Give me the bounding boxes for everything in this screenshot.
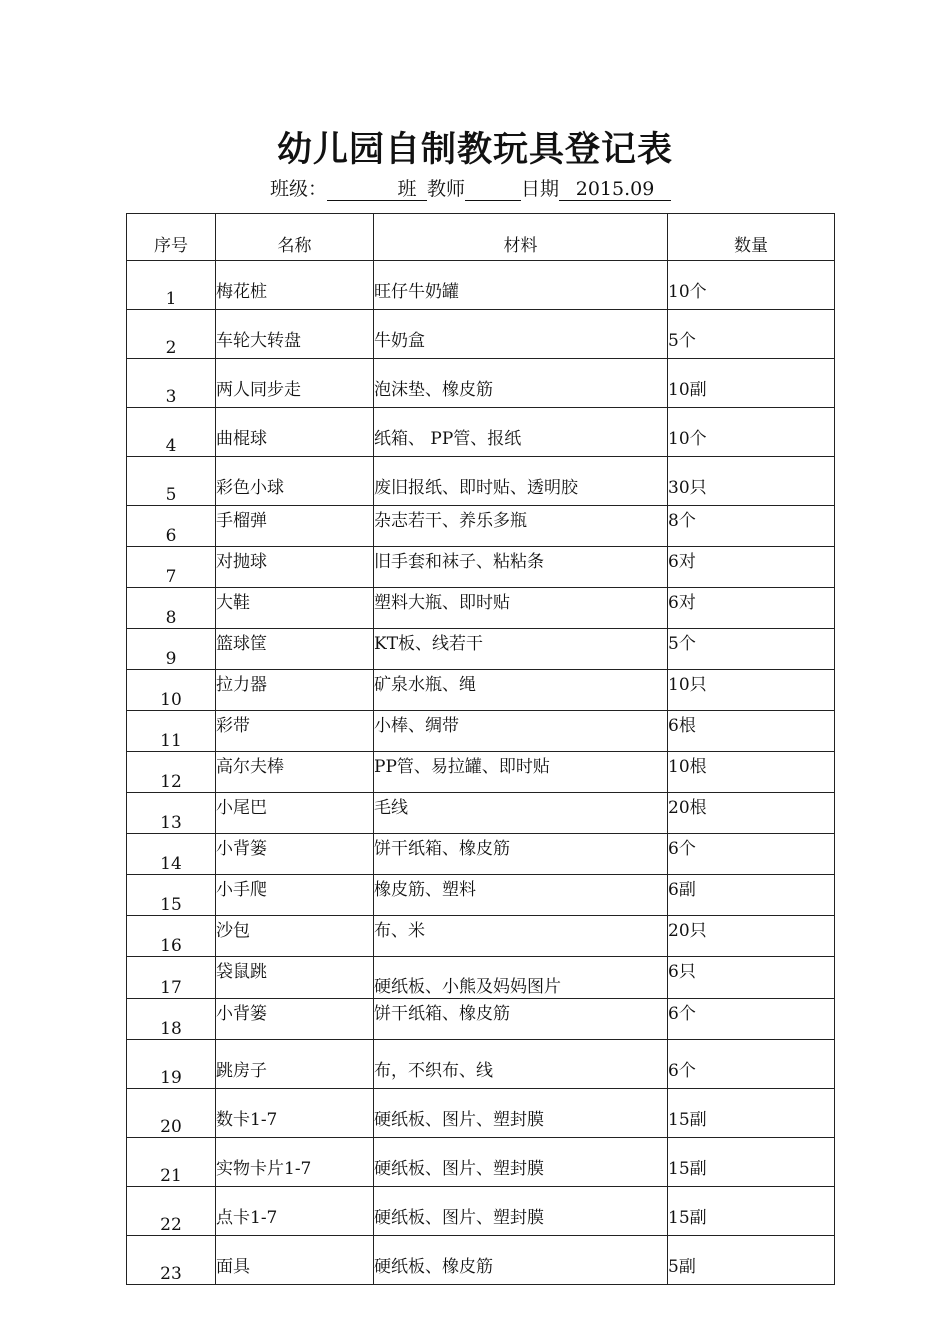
row-quantity: 10个 <box>668 408 835 457</box>
row-material: KT板、线若干 <box>374 629 668 670</box>
row-quantity: 6个 <box>668 834 835 875</box>
class-label: 班级： <box>270 178 328 200</box>
table-row <box>127 1089 835 1138</box>
row-quantity: 6副 <box>668 875 835 916</box>
row-material: 硬纸板、橡皮筋 <box>374 1236 668 1285</box>
column-header-qty: 数量 <box>668 214 835 261</box>
row-material: 饼干纸箱、橡皮筋 <box>374 834 668 875</box>
row-number: 17 <box>127 957 216 999</box>
row-number: 18 <box>127 999 216 1040</box>
row-name: 两人同步走 <box>216 359 374 408</box>
row-number: 12 <box>127 752 216 793</box>
row-name: 彩带 <box>216 711 374 752</box>
row-name: 彩色小球 <box>216 457 374 506</box>
row-number: 9 <box>127 629 216 670</box>
column-header-material: 材料 <box>374 214 668 261</box>
row-material: 杂志若干、养乐多瓶 <box>374 506 668 547</box>
row-quantity: 15副 <box>668 1138 835 1187</box>
table-row <box>127 670 835 711</box>
class-blank <box>327 200 387 201</box>
row-name: 点卡1-7 <box>216 1187 374 1236</box>
row-name: 实物卡片1-7 <box>216 1138 374 1187</box>
row-quantity: 10个 <box>668 261 835 310</box>
row-quantity: 30只 <box>668 457 835 506</box>
table-row <box>127 547 835 588</box>
row-material: 硬纸板、小熊及妈妈图片 <box>374 957 668 999</box>
row-material: 橡皮筋、塑料 <box>374 875 668 916</box>
table-row <box>127 588 835 629</box>
row-number: 20 <box>127 1089 216 1138</box>
row-name: 篮球筐 <box>216 629 374 670</box>
row-name: 大鞋 <box>216 588 374 629</box>
row-quantity: 6个 <box>668 1040 835 1089</box>
table-row <box>127 999 835 1040</box>
row-number: 13 <box>127 793 216 834</box>
row-quantity: 5个 <box>668 310 835 359</box>
row-name: 跳房子 <box>216 1040 374 1089</box>
row-name: 小背篓 <box>216 834 374 875</box>
row-name: 拉力器 <box>216 670 374 711</box>
table-row <box>127 1187 835 1236</box>
row-material: 废旧报纸、即时贴、透明胶 <box>374 457 668 506</box>
row-quantity: 5副 <box>668 1236 835 1285</box>
table-body <box>127 261 835 1285</box>
row-number: 11 <box>127 711 216 752</box>
table-row <box>127 408 835 457</box>
row-number: 3 <box>127 359 216 408</box>
teacher-label: 教师 <box>427 178 466 200</box>
row-material: 泡沫垫、橡皮筋 <box>374 359 668 408</box>
row-quantity: 6个 <box>668 999 835 1040</box>
table-row <box>127 1040 835 1089</box>
row-material: 硬纸板、图片、塑封膜 <box>374 1138 668 1187</box>
row-name: 高尔夫棒 <box>216 752 374 793</box>
teacher-blank <box>465 200 521 201</box>
row-name: 面具 <box>216 1236 374 1285</box>
row-quantity: 6对 <box>668 588 835 629</box>
table-row <box>127 359 835 408</box>
row-quantity: 8个 <box>668 506 835 547</box>
row-quantity: 6只 <box>668 957 835 999</box>
table-row <box>127 793 835 834</box>
row-material: 纸箱、 PP管、报纸 <box>374 408 668 457</box>
date-value: 2015.09 <box>559 178 671 201</box>
row-name: 对抛球 <box>216 547 374 588</box>
table-row <box>127 1138 835 1187</box>
row-material: 硬纸板、图片、塑封膜 <box>374 1089 668 1138</box>
row-name: 袋鼠跳 <box>216 957 374 999</box>
row-number: 7 <box>127 547 216 588</box>
row-material: 旺仔牛奶罐 <box>374 261 668 310</box>
row-number: 22 <box>127 1187 216 1236</box>
column-header-no: 序号 <box>127 214 216 261</box>
row-material: 布，不织布、线 <box>374 1040 668 1089</box>
row-quantity: 20只 <box>668 916 835 957</box>
row-quantity: 10副 <box>668 359 835 408</box>
row-quantity: 20根 <box>668 793 835 834</box>
date-label: 日期 <box>521 178 560 200</box>
row-quantity: 10只 <box>668 670 835 711</box>
page-title: 幼儿园自制教玩具登记表 <box>276 129 673 170</box>
table-row <box>127 957 835 999</box>
row-quantity: 10根 <box>668 752 835 793</box>
row-material: 旧手套和袜子、粘粘条 <box>374 547 668 588</box>
table-row <box>127 506 835 547</box>
row-quantity: 15副 <box>668 1187 835 1236</box>
row-material: 饼干纸箱、橡皮筋 <box>374 999 668 1040</box>
row-name: 数卡1-7 <box>216 1089 374 1138</box>
row-quantity: 6根 <box>668 711 835 752</box>
table-row <box>127 261 835 310</box>
row-quantity: 6对 <box>668 547 835 588</box>
table-header-row <box>127 214 835 261</box>
row-material: 毛线 <box>374 793 668 834</box>
row-name: 小背篓 <box>216 999 374 1040</box>
registration-table <box>126 213 835 1285</box>
row-number: 8 <box>127 588 216 629</box>
table-row <box>127 752 835 793</box>
row-number: 1 <box>127 261 216 310</box>
row-number: 15 <box>127 875 216 916</box>
row-name: 小尾巴 <box>216 793 374 834</box>
row-name: 曲棍球 <box>216 408 374 457</box>
row-name: 沙包 <box>216 916 374 957</box>
table-row <box>127 711 835 752</box>
row-material: 硬纸板、图片、塑封膜 <box>374 1187 668 1236</box>
table-row <box>127 875 835 916</box>
class-suffix: 班 <box>387 178 427 201</box>
row-number: 23 <box>127 1236 216 1285</box>
row-number: 16 <box>127 916 216 957</box>
row-material: 牛奶盒 <box>374 310 668 359</box>
table-row <box>127 457 835 506</box>
row-number: 10 <box>127 670 216 711</box>
row-number: 14 <box>127 834 216 875</box>
row-number: 2 <box>127 310 216 359</box>
row-number: 6 <box>127 506 216 547</box>
row-number: 19 <box>127 1040 216 1089</box>
row-name: 梅花桩 <box>216 261 374 310</box>
form-header-line <box>270 174 671 201</box>
table-row <box>127 1236 835 1285</box>
row-material: 小棒、绸带 <box>374 711 668 752</box>
row-name: 小手爬 <box>216 875 374 916</box>
table-row <box>127 310 835 359</box>
table-row <box>127 629 835 670</box>
row-material: PP管、易拉罐、即时贴 <box>374 752 668 793</box>
row-material: 塑料大瓶、即时贴 <box>374 588 668 629</box>
table-row <box>127 834 835 875</box>
row-name: 手榴弹 <box>216 506 374 547</box>
row-number: 4 <box>127 408 216 457</box>
row-name: 车轮大转盘 <box>216 310 374 359</box>
table-row <box>127 916 835 957</box>
row-number: 21 <box>127 1138 216 1187</box>
column-header-name: 名称 <box>216 214 374 261</box>
row-material: 矿泉水瓶、绳 <box>374 670 668 711</box>
row-material: 布、米 <box>374 916 668 957</box>
row-number: 5 <box>127 457 216 506</box>
row-quantity: 5个 <box>668 629 835 670</box>
row-quantity: 15副 <box>668 1089 835 1138</box>
